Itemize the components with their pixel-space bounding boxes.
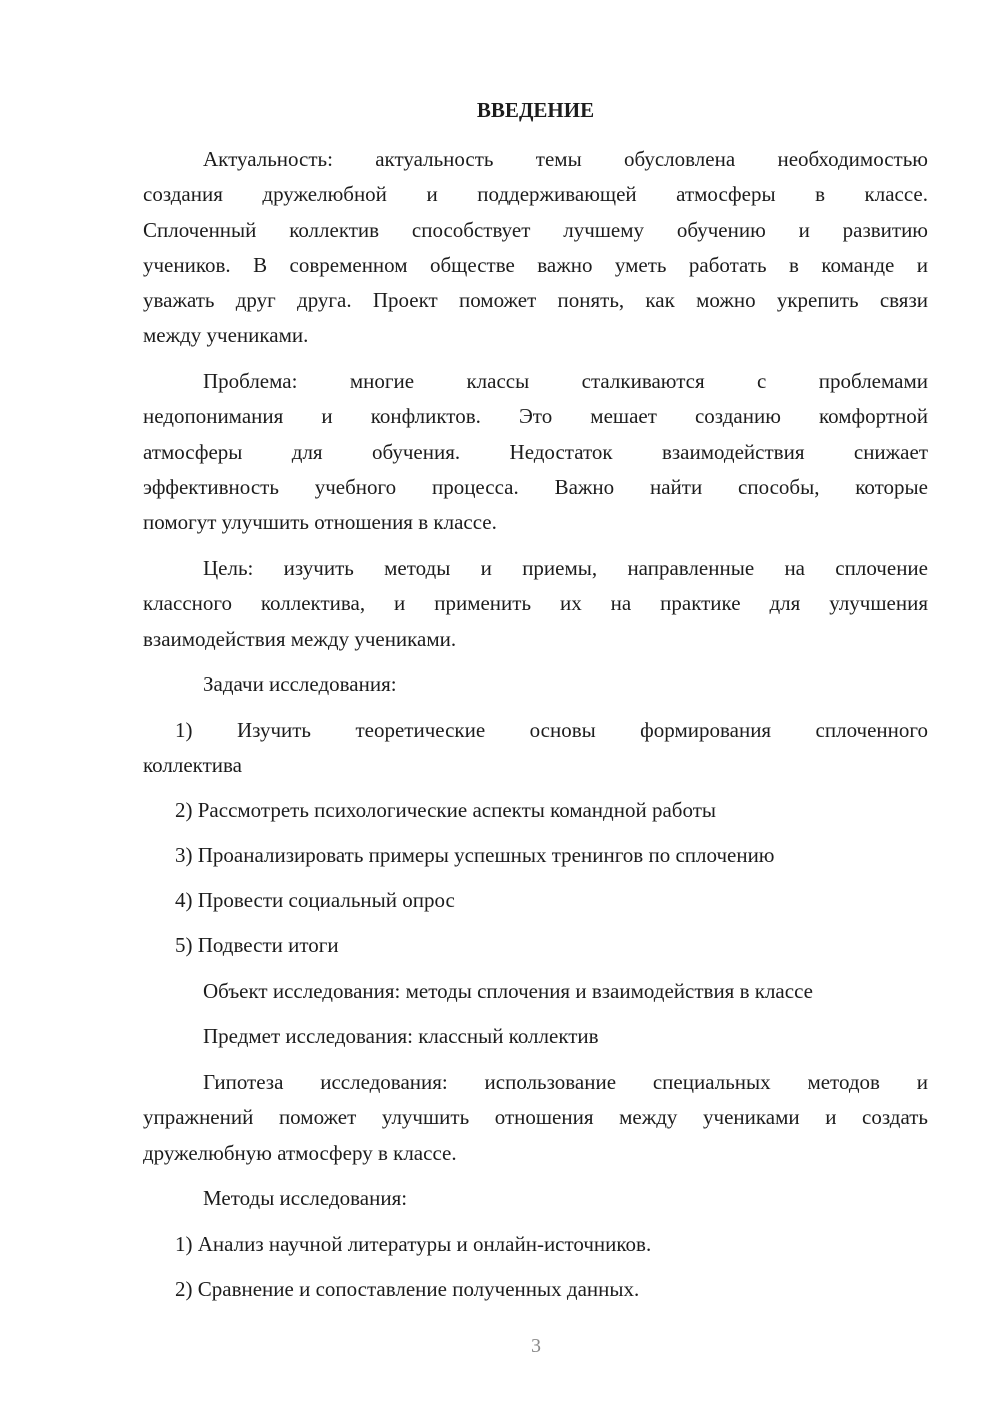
task-item-4: 4) Провести социальный опрос [175,888,455,912]
text-line: помогут улучшить отношения в классе. [143,510,497,535]
text-line: атмосферы для обучения. Недостаток взаимодействия снижает [143,439,928,464]
text-line: уважать друг друга. Проект поможет понять, как можно укрепить связи [143,288,928,313]
text-line: создания дружелюбной и поддерживающей атмосферы в классе. [143,182,928,207]
page-number: 3 [531,1335,541,1357]
research-subject: Предмет исследования: классный коллектив [203,1024,599,1048]
tasks-heading: Задачи исследования: [203,672,397,696]
text-line: Актуальность: актуальность темы обусловлена необходимостью [203,147,928,171]
text-line: Проблема: многие классы сталкиваются с проблемами [203,369,928,393]
task-item-3: 3) Проанализировать примеры успешных тренингов по сплочению [175,843,775,867]
paragraph-problem [143,364,928,540]
page-title: ВВЕДЕНИЕ [476,98,595,122]
paragraph-hypothesis [143,1065,928,1171]
task-item-1 [143,713,928,784]
text-line: недопонимания и конфликтов. Это мешает созданию комфортной [143,404,928,429]
text-line: Сплоченный коллектив способствует лучшему обучению и развитию [143,217,928,242]
text-line: упражнений поможет улучшить отношения между учениками и создать [143,1105,928,1130]
text-line: 1) Изучить теоретические основы формирования сплоченного [175,718,928,742]
text-line: дружелюбную атмосферу в классе. [143,1140,457,1165]
text-line: Гипотеза исследования: использование специальных методов и [203,1070,928,1094]
task-item-2: 2) Рассмотреть психологические аспекты командной работы [175,798,716,822]
research-object: Объект исследования: методы сплочения и взаимодействия в классе [203,979,813,1003]
paragraph-relevance [143,142,928,354]
text-line: Цель: изучить методы и приемы, направленные на сплочение [203,556,928,580]
method-item-2: 2) Сравнение и сопоставление полученных данных. [175,1277,640,1301]
method-item-1: 1) Анализ научной литературы и онлайн-источников. [175,1232,652,1256]
task-item-5: 5) Подвести итоги [175,933,339,957]
text-line: взаимодействия между учениками. [143,626,457,651]
text-line: между учениками. [143,323,309,348]
text-line: эффективность учебного процесса. Важно найти способы, которые [143,474,928,499]
text-line: учеников. В современном обществе важно уметь работать в команде и [143,252,928,277]
text-line: коллектива [143,753,242,778]
text-line: классного коллектива, и применить их на практике для улучшения [143,591,928,616]
methods-heading: Методы исследования: [203,1186,408,1210]
paragraph-goal [143,551,928,657]
